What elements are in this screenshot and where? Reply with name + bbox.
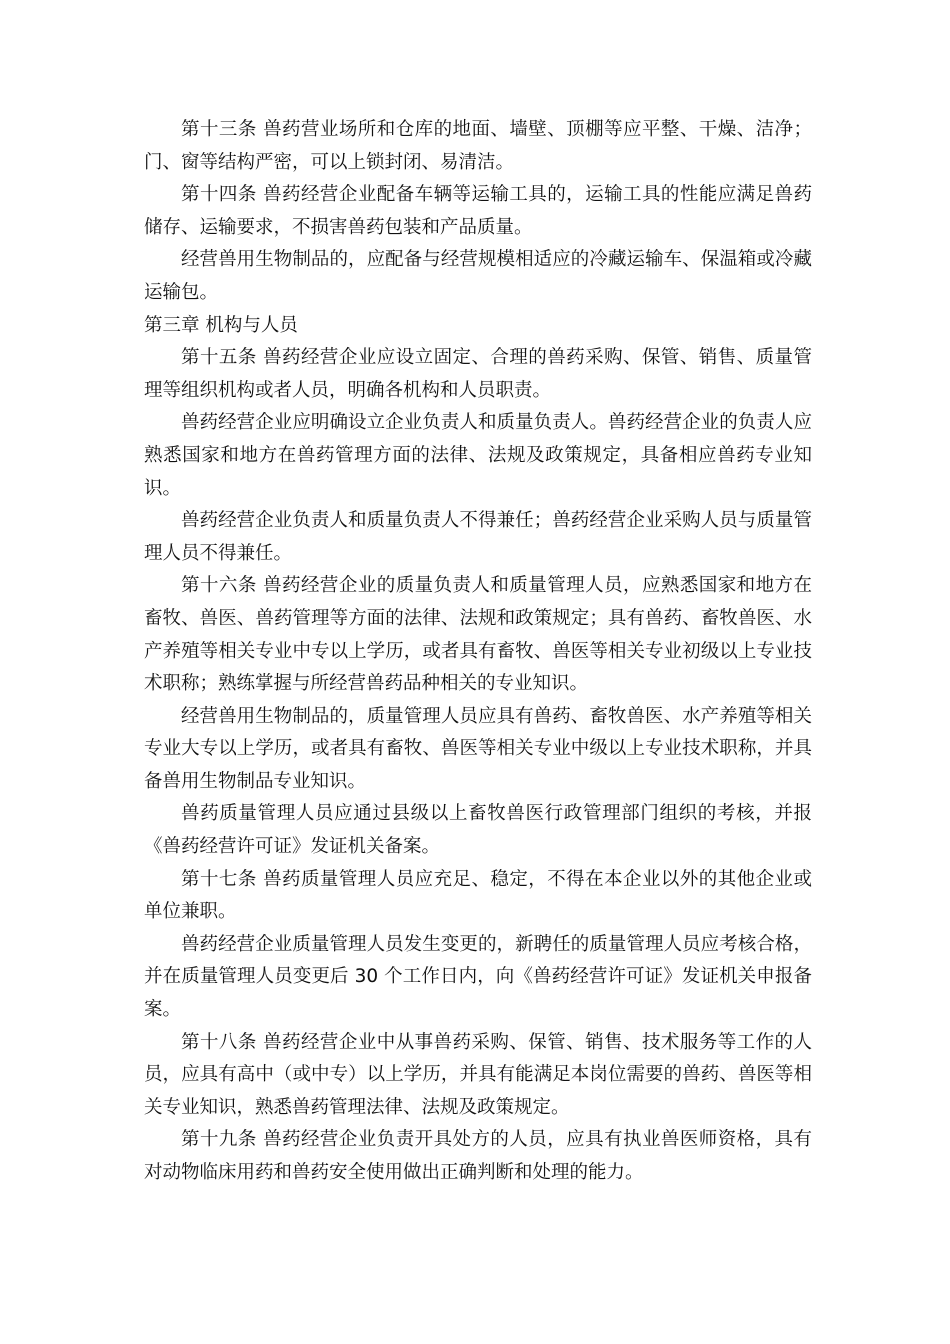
article-14: 第十四条 兽药经营企业配备车辆等运输工具的，运输工具的性能应满足兽药储存、运输要求，不损害兽药包装和产品质量。 (144, 184, 812, 238)
document-body (144, 114, 812, 1190)
article-17-clause-2: 兽药经营企业质量管理人员发生变更的，新聘任的质量管理人员应考核合格，并在质量管理人员变更后 30 个工作日内，向《兽药经营许可证》发证机关申报备案。 (144, 933, 812, 1021)
chapter-3-heading: 第三章 机构与人员 (144, 314, 298, 336)
article-14-clause-2: 经营兽用生物制品的，应配备与经营规模相适应的冷藏运输车、保温箱或冷藏运输包。 (144, 249, 812, 303)
article-19: 第十九条 兽药经营企业负责开具处方的人员，应具有执业兽医师资格，具有对动物临床用药和兽药安全使用做出正确判断和处理的能力。 (144, 1129, 812, 1183)
article-13: 第十三条 兽药营业场所和仓库的地面、墙壁、顶棚等应平整、干燥、洁净；门、窗等结构严密，可以上锁封闭、易清洁。 (144, 119, 812, 173)
article-16-clause-3: 兽药质量管理人员应通过县级以上畜牧兽医行政管理部门组织的考核，并报《兽药经营许可证》发证机关备案。 (144, 803, 812, 858)
article-15: 第十五条 兽药经营企业应设立固定、合理的兽药采购、保管、销售、质量管理等组织机构或者人员，明确各机构和人员职责。 (144, 347, 812, 401)
article-16: 第十六条 兽药经营企业的质量负责人和质量管理人员，应熟悉国家和地方在畜牧、兽医、兽药管理等方面的法律、法规和政策规定；具有兽药、畜牧兽医、水产养殖等相关专业中专以上学历，或者具有畜牧、兽医等相关专业初级以上专业技术职称；熟练掌握与所经营兽药品种相关的专业知识。 (144, 575, 812, 695)
article-15-clause-3: 兽药经营企业负责人和质量负责人不得兼任；兽药经营企业采购人员与质量管理人员不得兼任。 (144, 510, 812, 564)
article-18: 第十八条 兽药经营企业中从事兽药采购、保管、销售、技术服务等工作的人员，应具有高中（或中专）以上学历，并具有能满足本岗位需要的兽药、兽医等相关专业知识，熟悉兽药管理法律、法规及政策规定。 (144, 1031, 812, 1118)
article-17: 第十七条 兽药质量管理人员应充足、稳定，不得在本企业以外的其他企业或单位兼职。 (144, 868, 812, 923)
article-15-clause-2: 兽药经营企业应明确设立企业负责人和质量负责人。兽药经营企业的负责人应熟悉国家和地方在兽药管理方面的法律、法规及政策规定，具备相应兽药专业知识。 (144, 412, 812, 499)
article-16-clause-2: 经营兽用生物制品的，质量管理人员应具有兽药、畜牧兽医、水产养殖等相关专业大专以上学历，或者具有畜牧、兽医等相关专业中级以上专业技术职称，并具备兽用生物制品专业知识。 (144, 705, 812, 792)
